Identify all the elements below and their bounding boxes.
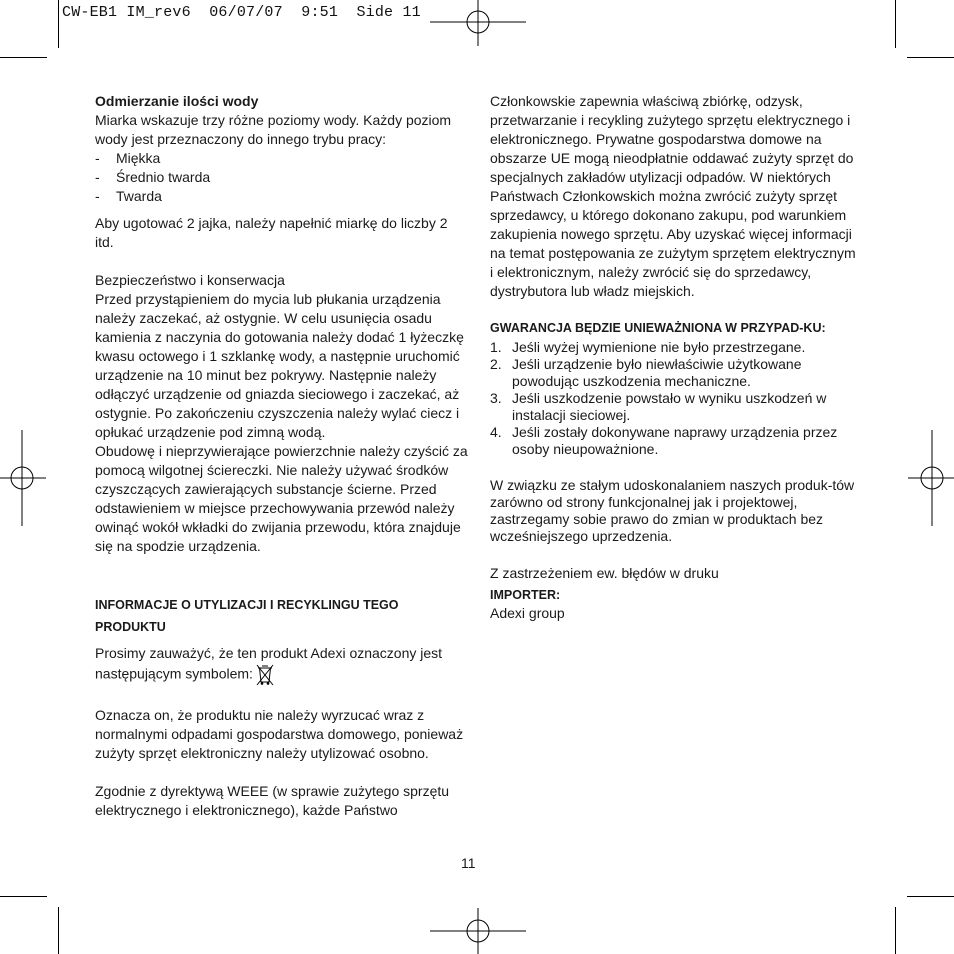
list-item: - Średnio twarda xyxy=(95,169,211,185)
warranty-list xyxy=(490,339,860,458)
registration-mark-left xyxy=(0,430,46,526)
changes-note: W związku ze stałym udoskonalaniem naszych produk-tów zarówno od strony funkcjonalnej jak i projektowej, zastrzegamy sobie prawo do zmian w produktach bez wcześniejszego uprzedzenia. xyxy=(490,477,855,544)
registration-mark-top xyxy=(430,0,526,46)
print-slug: CW-EB1 IM_rev6 06/07/07 9:51 Side 11 xyxy=(62,4,421,21)
list-item: 2. Jeśli urządzenie było niewłaściwie użytkowane powodując uszkodzenia mechaniczne. xyxy=(490,356,802,389)
measure-heading: Odmierzanie ilości wody xyxy=(95,93,259,109)
page-number: 11 xyxy=(461,855,476,871)
recycling-paragraph-2: Oznacza on, że produktu nie należy wyrzucać wraz z normalnymi odpadami gospodarstwa domowego, ponieważ zużyty sprzęt elektroniczny należy utylizować osobno. xyxy=(95,707,464,761)
measure-intro: Miarka wskazuje trzy różne poziomy wody. Każdy poziom wody jest przeznaczony do innego trybu pracy: xyxy=(95,112,452,147)
recycling-paragraph: Prosimy zauważyć, że ten produkt Adexi oznaczony jest następującym symbolem: xyxy=(95,644,470,687)
water-levels-list xyxy=(95,149,470,206)
recycling-paragraph-3: Zgodnie z dyrektywą WEEE (w sprawie zużytego sprzętu elektrycznego i elektronicznego), każde Państwo xyxy=(95,783,450,818)
weee-bin-icon xyxy=(256,663,274,687)
left-column xyxy=(95,92,470,820)
list-item: 1. Jeśli wyżej wymienione nie było przestrzegane. xyxy=(490,339,806,355)
list-item: - Twarda xyxy=(95,188,162,204)
list-item: 3. Jeśli uszkodzenie powstało w wyniku uszkodzeń w instalacji sieciowej. xyxy=(490,390,827,423)
list-item: - Miękka xyxy=(95,150,161,166)
safety-heading: Bezpieczeństwo i konserwacja xyxy=(95,272,285,288)
registration-mark-bottom xyxy=(430,908,526,954)
safety-paragraph-2: Obudowę i nieprzywierające powierzchnie należy czyścić za pomocą wilgotnej ściereczki. Nie należy używać środków czyszczących zawierających substancje ścierne. Przed odstawieniem w miejsce przechowywania przewód należy owinąć wokół wkładki do zwijania przewodu, która znajduje się na spodzie urządzenia. xyxy=(95,443,468,554)
list-item: 4. Jeśli zostały dokonywane naprawy urządzenia przez osoby nieupoważnione. xyxy=(490,424,838,457)
registration-mark-right xyxy=(908,430,954,526)
errata-note: Z zastrzeżeniem ew. błędów w druku xyxy=(490,565,719,581)
importer-heading: IMPORTER: xyxy=(490,588,561,602)
right-column xyxy=(490,92,860,623)
safety-paragraph: Przed przystąpieniem do mycia lub płukania urządzenia należy zaczekać, aż ostygnie. W celu usunięcia osadu kamienia z naczynia do gotowania należy dodać 1 łyżeczkę kwasu octowego i 1 szklankę wody, a następnie uruchomić urządzenie na 10 minut bez pokrywy. Następnie należy odłączyć urządzenie od gniazda sieciowego i zaczekać, aż ostygnie. Po zakończeniu czyszczenia należy wylać ciecz i opłukać urządzenie pod zimną wodą. xyxy=(95,291,464,440)
recycling-continued: Członkowskie zapewnia właściwą zbiórkę, odzysk, przetwarzanie i recykling zużytego sprzętu elektrycznego i elektronicznego. Prywatne gospodarstwa domowe na obszarze UE mogą nieodpłatnie oddawać zużyty sprzęt do specjalnych zakładów utylizacji odpadów. W niektórych Państwach Członkowskich można zwrócić zużyty sprzęt sprzedawcy, u którego dokonano zakupu, pod warunkiem zakupienia nowego sprzętu. Aby uzyskać więcej informacji na temat postępowania ze zużytym sprzętem elektrycznym i elektronicznym, należy zwrócić się do sprzedawcy, dystrybutora lub władz miejskich. xyxy=(490,93,856,299)
measure-note: Aby ugotować 2 jajka, należy napełnić miarkę do liczby 2 itd. xyxy=(95,215,448,250)
recycling-heading: INFORMACJE O UTYLIZACJI I RECYKLINGU TEGO PRODUKTU xyxy=(95,598,399,634)
importer-name: Adexi group xyxy=(490,605,565,621)
warranty-heading: GWARANCJA BĘDZIE UNIEWAŻNIONA W PRZYPAD-KU: xyxy=(490,321,826,335)
